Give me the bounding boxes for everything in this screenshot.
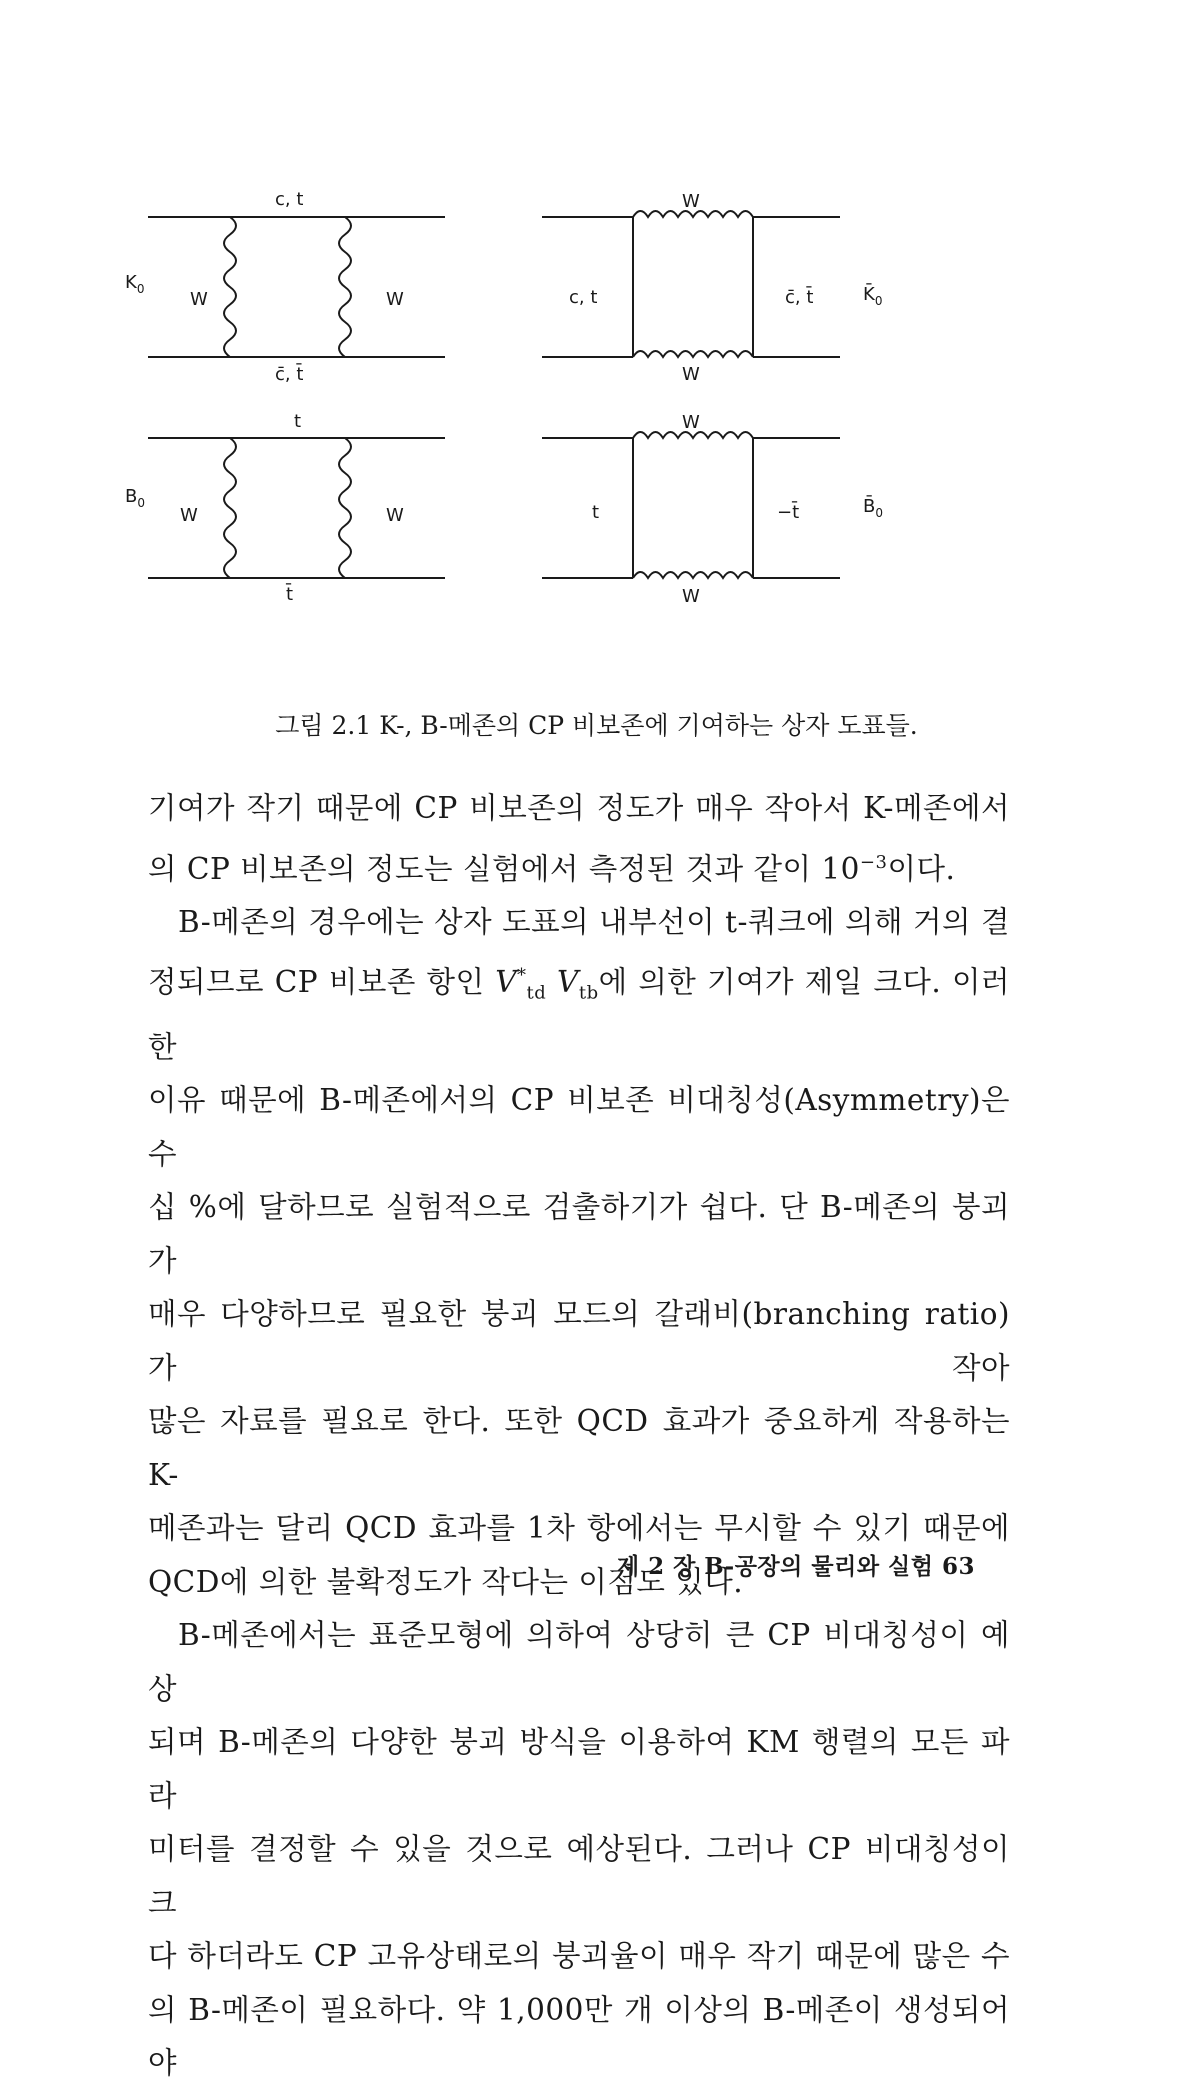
paragraph-2-line-3: 이유 때문에 B-메존에서의 CP 비보존 비대칭성(Asymmetry)은 수	[148, 1083, 1010, 1171]
paragraph-3-line-4: 다 하더라도 CP 고유상태로의 붕괴율이 매우 작기 때문에 많은 수	[148, 1939, 1010, 1974]
k-left-w-propagator	[224, 217, 236, 357]
paragraph-2-line-2: 정되므로 CP 비보존 항인 $V^*_{td}$ $V_{tb}$에 의한 기여가 제일 크다. 이러한	[148, 965, 1010, 1064]
k-bottom-quark-label: c̄, t̄	[275, 364, 304, 385]
bbar-top-w-label: W	[682, 412, 700, 433]
bbar-bottom-w-label: W	[682, 586, 700, 607]
paragraph-3-line-5: 의 B-메존이 필요하다. 약 1,000만 개 이상의 B-메존이 생성되어야	[148, 1992, 1010, 2081]
bbar-left-quark-label: t	[592, 502, 600, 523]
paragraph-2-line-1: B-메존의 경우에는 상자 도표의 내부선이 t-쿼크에 의해 거의 결	[178, 904, 1010, 939]
kbar-bottom-w-label: W	[682, 364, 700, 385]
box-diagrams-figure	[125, 189, 1040, 695]
b-right-w-propagator	[339, 438, 351, 578]
paragraph-1-line-2: 의 CP 비보존의 정도는 실험에서 측정된 것과 같이 $10^{-3}$이다.	[148, 851, 956, 886]
paragraph-2-line-4: 십 %에 달하므로 실험적으로 검출하기가 쉽다. 단 B-메존의 붕괴가	[148, 1190, 1010, 1278]
paragraph-3-line-2: 되며 B-메존의 다양한 붕괴 방식을 이용하여 KM 행렬의 모든 파라	[148, 1725, 1010, 1813]
b-left-w-label: W	[180, 505, 198, 526]
kbar-left-quark-label: c, t	[569, 287, 598, 308]
paragraph-1-line-1: 기여가 작기 때문에 CP 비보존의 정도가 매우 작아서 K-메존에서	[148, 791, 1010, 825]
b-bottom-quark-label: t̄	[286, 584, 294, 605]
paragraph-3-line-3: 미터를 결정할 수 있을 것으로 예상된다. 그러나 CP 비대칭성이 크	[148, 1832, 1010, 1920]
b-right-w-label: W	[386, 505, 404, 526]
kbar-bottom-w-propagator	[633, 351, 753, 357]
paragraph-2-line-6: 많은 자료를 필요로 한다. 또한 QCD 효과가 중요하게 작용하는 K-	[148, 1404, 1010, 1492]
k-right-w-propagator	[339, 217, 351, 357]
k-left-w-label: W	[190, 289, 208, 310]
kbar-right-quark-label: c̄, t̄	[785, 287, 814, 308]
page-footer: 제 2 장 B-공장의 물리와 실험 63	[616, 1553, 975, 1580]
paragraph-3-line-1: B-메존에서는 표준모형에 의하여 상당히 큰 CP 비대칭성이 예상	[148, 1618, 1010, 1706]
bbar-right-quark-label: −t̄	[777, 502, 800, 523]
body-text	[148, 782, 1010, 2091]
paragraph-2-line-8: QCD에 의한 불확정도가 작다는 이점도 있다.	[148, 1564, 744, 1599]
b-left-w-propagator	[224, 438, 236, 578]
bbar-meson-label: $B̄_0$	[863, 496, 883, 520]
k-meson-label: $K_0$	[125, 272, 145, 296]
k-right-w-label: W	[386, 289, 404, 310]
paragraph-2-line-7: 메존과는 달리 QCD 효과를 1차 항에서는 무시할 수 있기 때문에	[148, 1511, 1010, 1546]
b-meson-label: $B_0$	[125, 486, 145, 510]
b-top-quark-label: t	[294, 411, 302, 432]
paragraph-2-line-5: 매우 다양하므로 필요한 붕괴 모드의 갈래비(branching ratio)가 작아	[148, 1297, 1010, 1385]
figure-caption: 그림 2.1 K-, B-메존의 CP 비보존에 기여하는 상자 도표들.	[275, 711, 918, 740]
k-top-quark-label: c, t	[275, 189, 304, 210]
kbar-top-w-label: W	[682, 191, 700, 212]
kbar-meson-label: $K̄_0$	[863, 284, 883, 308]
bbar-bottom-w-propagator	[633, 572, 753, 578]
